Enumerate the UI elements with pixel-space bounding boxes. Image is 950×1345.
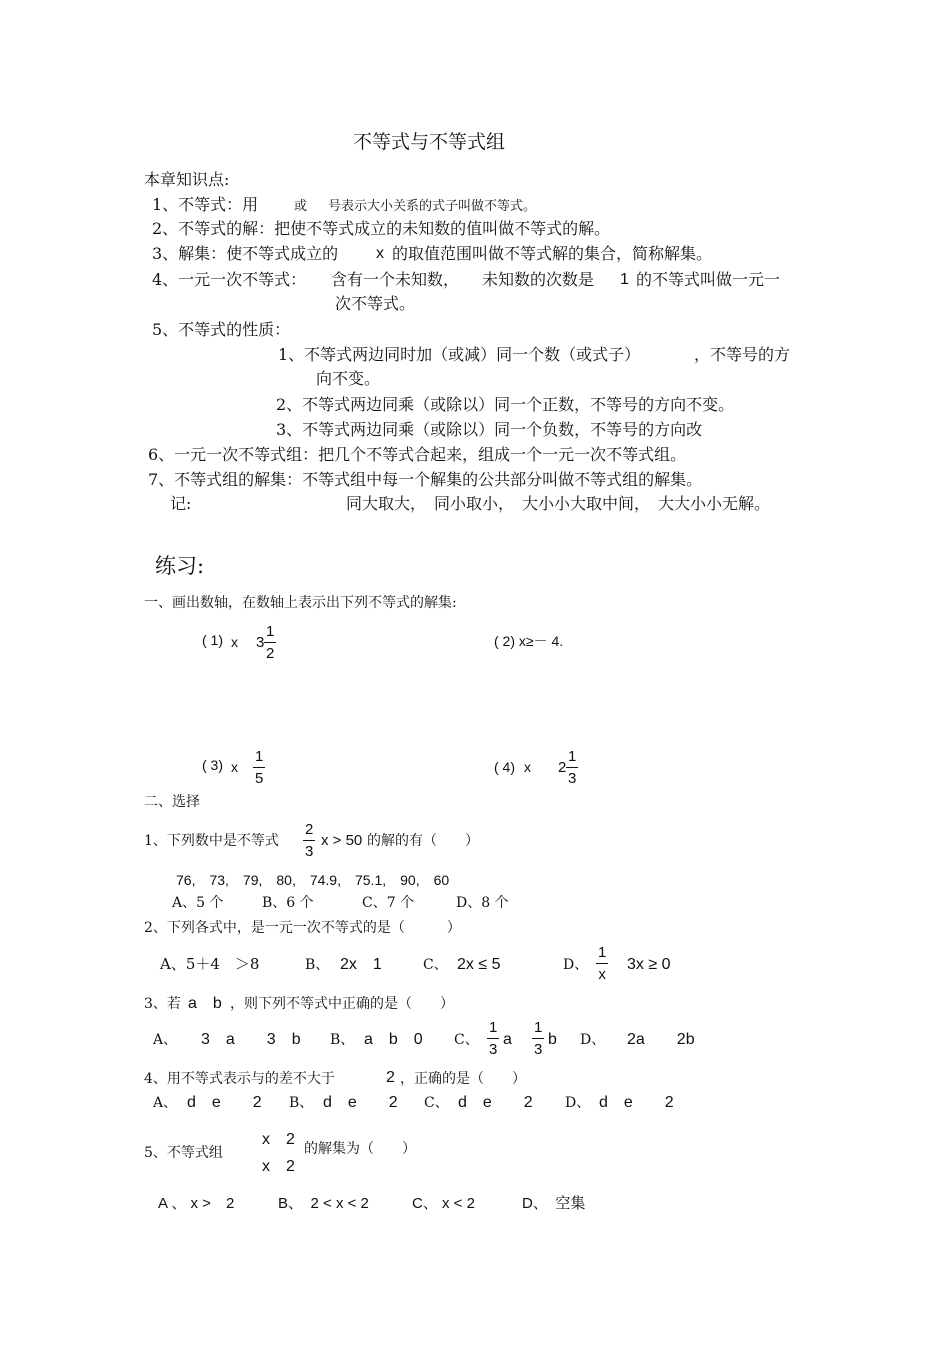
q1-3-numerator: 1 bbox=[253, 749, 265, 768]
q1-3-fraction bbox=[253, 749, 265, 786]
page-title: 不等式与不等式组 bbox=[353, 131, 506, 153]
property-1-c: 向不变。 bbox=[316, 369, 381, 388]
section-1-heading: 一、画出数轴，在数轴上表示出下列不等式的解集: bbox=[144, 595, 457, 611]
practice-heading: 练习: bbox=[155, 554, 205, 578]
choice-3-denominator-1: 3 bbox=[489, 1041, 498, 1058]
choice-4-option-a-label: A、 bbox=[153, 1095, 178, 1111]
choice-2-denominator: x bbox=[598, 966, 606, 983]
choice-3-option-c-var-a: a bbox=[503, 1031, 512, 1048]
choice-4-option-d: d e 2 bbox=[599, 1094, 674, 1111]
q1-4-whole: 2 bbox=[558, 759, 567, 776]
choice-3-question-a: 3、若 bbox=[144, 996, 181, 1012]
choice-3-option-c-fraction-1 bbox=[487, 1020, 499, 1057]
choice-3-numerator-1: 1 bbox=[487, 1020, 499, 1039]
choice-3-option-b-label: B、 bbox=[330, 1032, 355, 1048]
q1-1-fraction bbox=[264, 624, 276, 661]
choice-1-question-a: 1、下列数中是不等式 bbox=[144, 833, 279, 849]
q1-4-fraction bbox=[566, 749, 578, 786]
choice-3-numerator-2: 1 bbox=[532, 1020, 544, 1039]
choice-4-value: 2 bbox=[386, 1069, 395, 1086]
choice-4-option-d-label: D、 bbox=[565, 1095, 591, 1111]
q1-1-label: ( 1) bbox=[202, 632, 223, 648]
choice-4-option-c: d e 2 bbox=[458, 1094, 533, 1111]
choice-5-question-b: 的解集为（ ） bbox=[304, 1141, 416, 1157]
q1-2: ( 2) x≥－ 4. bbox=[494, 633, 564, 649]
choice-2-option-b-label: B、 bbox=[305, 957, 330, 973]
choice-1-fraction bbox=[303, 822, 315, 859]
q1-4-numerator: 1 bbox=[566, 749, 578, 768]
choice-1-values: 76, 73, 79, 80, 74.9, 75.1, 90, 60 bbox=[176, 872, 450, 888]
choice-5-system-row-1: x 2 bbox=[262, 1131, 295, 1148]
choice-1-question-b: 的解的有（ ） bbox=[367, 833, 479, 849]
choice-1-option-a: A、5 个 bbox=[172, 895, 224, 911]
point-2: 2、不等式的解：把使不等式成立的未知数的值叫做不等式的解。 bbox=[152, 219, 611, 238]
point-3-b: 的取值范围叫做不等式解的集合，简称解集。 bbox=[392, 244, 713, 263]
choice-3-option-d: 2a 2b bbox=[627, 1031, 695, 1048]
choice-1-numerator: 2 bbox=[303, 822, 315, 841]
q1-1-denominator: 2 bbox=[266, 645, 275, 662]
choice-2-option-d: 3x ≥ 0 bbox=[627, 956, 671, 973]
choice-3-option-c-label: C、 bbox=[454, 1032, 479, 1048]
property-3: 3、不等式两边同乘（或除以）同一个负数，不等号的方向改 bbox=[276, 420, 703, 439]
choice-2-question: 2、下列各式中，是一元一次不等式的是（ ） bbox=[144, 920, 461, 936]
choice-5-system-row-2: x 2 bbox=[262, 1158, 295, 1175]
point-4-d: 1 bbox=[620, 271, 629, 288]
point-4-f: 次不等式。 bbox=[335, 294, 416, 313]
point-6: 6、一元一次不等式组：把几个不等式合起来，组成一个一元一次不等式组。 bbox=[148, 445, 687, 464]
point-4-a: 4、一元一次不等式： bbox=[152, 270, 307, 289]
choice-2-numerator: 1 bbox=[596, 945, 608, 964]
q1-1-var: x bbox=[231, 634, 238, 650]
point-4-e: 的不等式叫做一元一 bbox=[636, 270, 781, 289]
choice-1-option-c: C、7 个 bbox=[362, 895, 415, 911]
knowledge-heading: 本章知识点: bbox=[144, 170, 230, 189]
choice-2-option-a: A、5＋4 ＞8 bbox=[160, 955, 260, 973]
q1-3-denominator: 5 bbox=[255, 770, 264, 787]
choice-4-question-b: ，正确的是（ ） bbox=[400, 1071, 526, 1087]
note-label: 记: bbox=[170, 494, 192, 513]
choice-2-option-c: 2x ≤ 5 bbox=[457, 956, 501, 973]
choice-5-option-a: A 、 x > 2 bbox=[158, 1195, 235, 1212]
property-1-a: 1、不等式两边同时加（或减）同一个数（或式子） bbox=[278, 345, 641, 364]
choice-1-expression: x > 50 bbox=[321, 832, 363, 849]
choice-4-question-a: 4、用不等式表示与的差不大于 bbox=[144, 1071, 335, 1087]
section-2-heading: 二、选择 bbox=[144, 794, 200, 810]
property-1-b: ，不等号的方 bbox=[694, 345, 791, 364]
choice-1-denominator: 3 bbox=[305, 843, 314, 860]
point-4-b: 含有一个未知数， bbox=[331, 270, 460, 289]
q1-4-label: ( 4) bbox=[494, 759, 515, 775]
q1-4-denominator: 3 bbox=[568, 770, 577, 787]
q1-1-whole: 3 bbox=[256, 634, 265, 651]
choice-4-option-b-label: B、 bbox=[289, 1095, 314, 1111]
point-1-label: 1、不等式：用 bbox=[152, 195, 259, 214]
choice-3-denominator-2: 3 bbox=[534, 1041, 543, 1058]
property-2: 2、不等式两边同乘（或除以）同一个正数，不等号的方向不变。 bbox=[276, 395, 735, 414]
choice-3-question-b: ，则下列不等式中正确的是（ ） bbox=[230, 996, 454, 1012]
choice-2-option-d-fraction bbox=[596, 945, 608, 982]
choice-4-option-a: d e 2 bbox=[187, 1094, 262, 1111]
choice-2-option-c-label: C、 bbox=[423, 957, 448, 973]
choice-3-option-d-label: D、 bbox=[580, 1032, 606, 1048]
choice-1-option-d: D、8 个 bbox=[456, 895, 509, 911]
note-text: 同大取大， 同小取小， 大小小大取中间， 大大小小无解。 bbox=[346, 494, 771, 513]
choice-4-option-c-label: C、 bbox=[424, 1095, 449, 1111]
choice-3-condition: a b bbox=[188, 995, 222, 1012]
q1-3-label: ( 3) bbox=[202, 757, 223, 773]
choice-4-option-b: d e 2 bbox=[323, 1094, 398, 1111]
choice-2-option-b: 2x 1 bbox=[340, 956, 382, 973]
choice-3-option-a: 3 a 3 b bbox=[201, 1031, 301, 1048]
choice-5-option-b: B、 2 < x < 2 bbox=[278, 1195, 369, 1212]
q1-1-numerator: 1 bbox=[264, 624, 276, 643]
point-3-var: x bbox=[376, 245, 384, 262]
point-1-or: 或 bbox=[294, 199, 308, 214]
q1-3-var: x bbox=[231, 759, 238, 775]
choice-3-option-b: a b 0 bbox=[364, 1031, 423, 1048]
q1-4-var: x bbox=[524, 759, 531, 775]
choice-2-option-d-label: D、 bbox=[563, 957, 589, 973]
choice-5-question-a: 5、不等式组 bbox=[144, 1145, 223, 1161]
choice-3-option-c-fraction-2 bbox=[532, 1020, 544, 1057]
point-3-a: 3、解集：使不等式成立的 bbox=[152, 244, 339, 263]
choice-3-option-a-label: A、 bbox=[153, 1032, 178, 1048]
point-4-c: 未知数的次数是 bbox=[482, 270, 595, 289]
choice-5-option-d: D、 空集 bbox=[522, 1195, 586, 1212]
choice-1-option-b: B、6 个 bbox=[262, 895, 314, 911]
point-5: 5、不等式的性质： bbox=[152, 320, 291, 339]
point-7: 7、不等式组的解集：不等式组中每一个解集的公共部分叫做不等式组的解集。 bbox=[148, 470, 703, 489]
choice-3-option-c-var-b: b bbox=[548, 1031, 557, 1048]
point-1-text: 号表示大小关系的式子叫做不等式。 bbox=[328, 199, 537, 214]
choice-5-option-c: C、 x < 2 bbox=[412, 1195, 475, 1212]
